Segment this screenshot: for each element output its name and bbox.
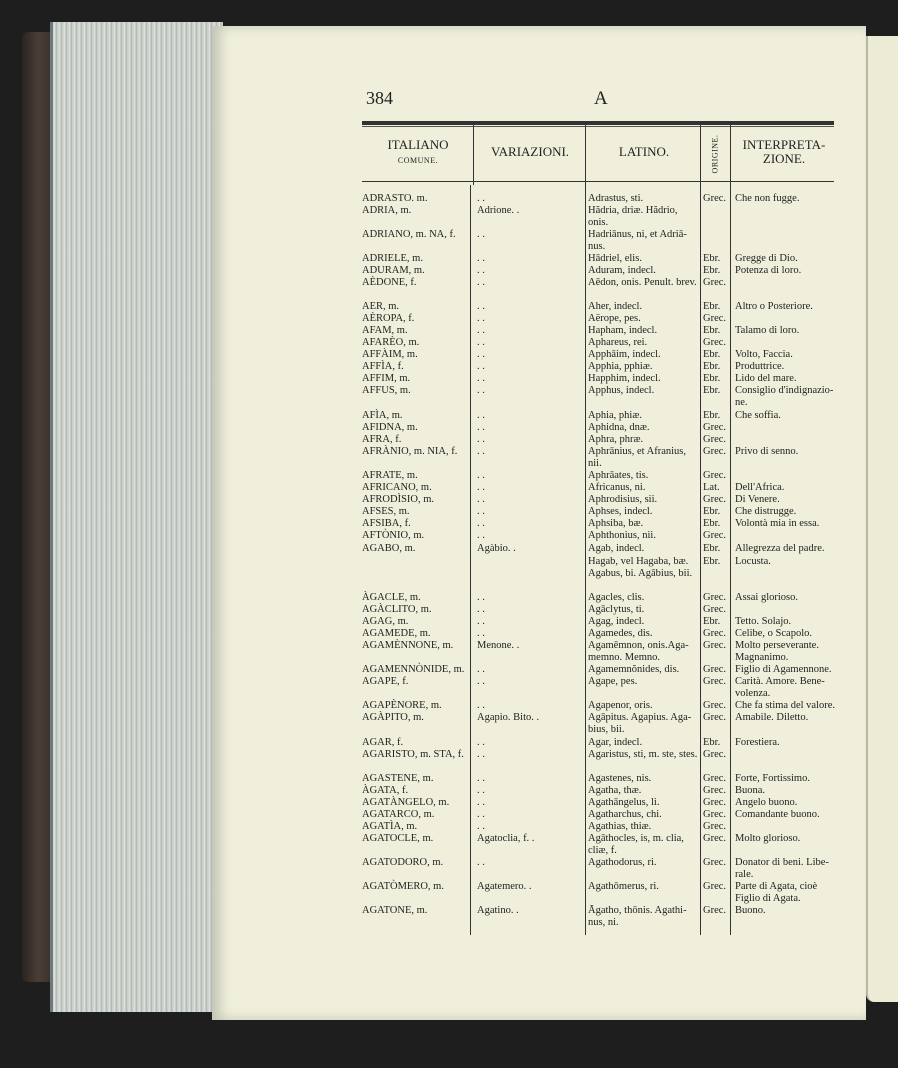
entry-interpretation: Produttrice. xyxy=(735,361,785,372)
entry-origin: Grec. xyxy=(703,470,727,481)
entry-variation: . . xyxy=(477,592,485,603)
entry-origin: Grec. xyxy=(703,434,727,445)
entry-latin: Agab, indecl. xyxy=(588,543,645,554)
entry-latin: Agathodorus, ri. xyxy=(588,857,657,868)
entry-origin: Ebr. xyxy=(703,616,721,627)
entry-variation: Agatino. . xyxy=(477,905,519,916)
entry-variation: . . xyxy=(477,385,485,396)
entry-italian: AGÀCLITO, m. xyxy=(362,604,432,615)
entry-latin: Agathōmerus, ri. xyxy=(588,881,659,892)
entry-origin: Lat. xyxy=(703,482,720,493)
entry-origin: Grec. xyxy=(703,857,727,868)
entry-interpretation: Lido del mare. xyxy=(735,373,797,384)
column-divider xyxy=(700,125,701,935)
entry-latin: Agaristus, sti, m. ste, stes. xyxy=(588,749,698,760)
header-variazioni: VARIAZIONI. xyxy=(490,144,570,159)
entry-interpretation: Assai glorioso. xyxy=(735,592,798,603)
entry-latin: Agar, indecl. xyxy=(588,737,643,748)
entry-italian: AGARISTO, m. STA, f. xyxy=(362,749,464,760)
entry-origin: Grec. xyxy=(703,628,727,639)
entry-latin: Apphus, indecl. xyxy=(588,385,655,396)
column-divider xyxy=(585,125,586,935)
header-comune-label: COMUNE. xyxy=(397,156,439,165)
entry-variation: . . xyxy=(477,604,485,615)
header-bottom-rule xyxy=(362,181,834,182)
entry-origin: Grec. xyxy=(703,277,727,288)
entry-origin: Grec. xyxy=(703,494,727,505)
entry-variation: . . xyxy=(477,446,485,457)
entry-variation: . . xyxy=(477,313,485,324)
entry-latin: Happhim, indecl. xyxy=(588,373,661,384)
entry-variation: Menone. . xyxy=(477,640,520,651)
entry-interpretation: Potenza di loro. xyxy=(735,265,802,276)
entry-origin: Grec. xyxy=(703,422,727,433)
entry-latin: Agāthocles, is, m. clia, cliæ, f. xyxy=(588,833,684,856)
entry-interpretation: Molto glorioso. xyxy=(735,833,801,844)
entry-italian: AGAPÈNORE, m. xyxy=(362,700,442,711)
entry-latin: Aphra, phræ. xyxy=(588,434,644,445)
section-letter: A xyxy=(594,88,608,109)
entry-latin: Agabus, bi. Agābius, bii. xyxy=(588,568,693,579)
entry-italian: AFÌA, m. xyxy=(362,410,403,421)
entry-interpretation: Figlio di Agamennone. xyxy=(735,664,832,675)
entry-variation: . . xyxy=(477,301,485,312)
entry-variation: . . xyxy=(477,337,485,348)
entry-italian: ADRIANO, m. NA, f. xyxy=(362,229,456,240)
entry-latin: Africanus, ni. xyxy=(588,482,646,493)
entry-origin: Grec. xyxy=(703,833,727,844)
entry-italian: AGÀPITO, m. xyxy=(362,712,424,723)
entry-italian: AFARÈO, m. xyxy=(362,337,420,348)
entry-italian: ADRIA, m. xyxy=(362,205,412,216)
entry-variation: Adrione. . xyxy=(477,205,520,216)
entry-interpretation: Volto, Faccia. xyxy=(735,349,793,360)
entry-interpretation: Dell'Africa. xyxy=(735,482,785,493)
entry-variation: . . xyxy=(477,325,485,336)
entry-latin: Aphrānius, et Afranius, nii. xyxy=(588,446,686,469)
entry-italian: AFIDNA, m. xyxy=(362,422,418,433)
entry-italian: AÈROPA, f. xyxy=(362,313,415,324)
entry-variation: . . xyxy=(477,785,485,796)
entry-origin: Grec. xyxy=(703,446,727,457)
entry-italian: AGATODORO, m. xyxy=(362,857,444,868)
entry-variation: . . xyxy=(477,470,485,481)
entry-interpretation: Locusta. xyxy=(735,556,771,567)
entry-variation: . . xyxy=(477,700,485,711)
entry-origin: Grec. xyxy=(703,881,727,892)
entry-origin: Ebr. xyxy=(703,385,721,396)
entry-italian: ADURAM, m. xyxy=(362,265,425,276)
entry-variation: . . xyxy=(477,361,485,372)
entry-variation: . . xyxy=(477,434,485,445)
entry-italian: AFFÀIM, m. xyxy=(362,349,418,360)
entry-italian: AGATÌA, m. xyxy=(362,821,418,832)
entry-latin: Āgatho, thōnis. Agathi-nus, ni. xyxy=(588,905,687,928)
entry-latin: Agapenor, oris. xyxy=(588,700,653,711)
header-italiano-label: ITALIANO xyxy=(387,137,449,152)
entry-italian: AÈDONE, f. xyxy=(362,277,417,288)
entry-interpretation: Che distrugge. xyxy=(735,506,797,517)
entry-italian: AGATONE, m. xyxy=(362,905,428,916)
entry-italian: AFFUS, m. xyxy=(362,385,411,396)
entry-latin: Agatharchus, chi. xyxy=(588,809,662,820)
entry-italian: AGAG, m. xyxy=(362,616,409,627)
entry-interpretation: Molto perseverante. Magnanimo. xyxy=(735,640,819,663)
entry-variation: Agatoclia, f. . xyxy=(477,833,535,844)
entry-italian: AGAMEDE, m. xyxy=(362,628,431,639)
entry-latin: Aërope, pes. xyxy=(588,313,641,324)
entry-variation: . . xyxy=(477,773,485,784)
entry-variation: . . xyxy=(477,506,485,517)
entry-interpretation: Altro o Posteriore. xyxy=(735,301,813,312)
entry-origin: Grec. xyxy=(703,604,727,615)
entry-interpretation: Buona. xyxy=(735,785,766,796)
entry-origin: Ebr. xyxy=(703,518,721,529)
entry-origin: Ebr. xyxy=(703,506,721,517)
entry-origin: Ebr. xyxy=(703,737,721,748)
entry-variation: . . xyxy=(477,229,485,240)
header-origine xyxy=(703,130,727,178)
entry-origin: Grec. xyxy=(703,700,727,711)
entry-origin: Grec. xyxy=(703,797,727,808)
column-divider xyxy=(473,125,474,185)
page-number: 384 xyxy=(366,88,393,108)
entry-italian: AER, m. xyxy=(362,301,400,312)
entry-origin: Grec. xyxy=(703,664,727,675)
entry-origin: Ebr. xyxy=(703,253,721,264)
entry-italian: ADRASTO. m. xyxy=(362,193,428,204)
entry-variation: . . xyxy=(477,628,485,639)
entry-origin: Grec. xyxy=(703,592,727,603)
entry-variation: . . xyxy=(477,494,485,505)
entry-latin: Aphsiba, bæ. xyxy=(588,518,644,529)
entry-variation: . . xyxy=(477,857,485,868)
entry-italian: AGATÀNGELO, m. xyxy=(362,797,450,808)
header-italiano xyxy=(370,138,466,168)
entry-latin: Agathias, thiæ. xyxy=(588,821,652,832)
entry-italian: AGAMÈNNONE, m. xyxy=(362,640,454,651)
header-interpretazione: INTERPRETA- ZIONE. xyxy=(742,137,826,166)
entry-latin: Agamedes, dis. xyxy=(588,628,653,639)
entry-origin: Grec. xyxy=(703,712,727,723)
entry-origin: Grec. xyxy=(703,313,727,324)
entry-variation: . . xyxy=(477,518,485,529)
entry-variation: . . xyxy=(477,422,485,433)
entry-interpretation: Angelo buono. xyxy=(735,797,798,808)
entry-italian: AGATÒMERO, m. xyxy=(362,881,444,892)
entry-latin: Agag, indecl. xyxy=(588,616,645,627)
facing-page-edge xyxy=(866,36,898,1002)
entry-latin: Agacles, clis. xyxy=(588,592,645,603)
entry-interpretation: Buono. xyxy=(735,905,766,916)
entry-latin: Aphidna, dnæ. xyxy=(588,422,650,433)
entry-variation: . . xyxy=(477,253,485,264)
entry-latin: Aphrodisius, sii. xyxy=(588,494,658,505)
entry-origin: Grec. xyxy=(703,905,727,916)
entry-latin: Hagab, vel Hagaba, bæ. xyxy=(588,556,689,567)
entry-origin: Ebr. xyxy=(703,543,721,554)
entry-interpretation: Celibe, o Scapolo. xyxy=(735,628,812,639)
entry-italian: ÀGATA, f. xyxy=(362,785,409,796)
entry-interpretation: Che non fugge. xyxy=(735,193,800,204)
entry-variation: . . xyxy=(477,410,485,421)
entry-origin: Grec. xyxy=(703,809,727,820)
entry-variation: . . xyxy=(477,664,485,675)
entry-latin: Aher, indecl. xyxy=(588,301,643,312)
entry-interpretation: Volontà mia in essa. xyxy=(735,518,820,529)
entry-italian: AFFIM, m. xyxy=(362,373,411,384)
entry-variation: . . xyxy=(477,482,485,493)
entry-latin: Aphia, phiæ. xyxy=(588,410,642,421)
entry-interpretation: Donator di beni. Libe-rale. xyxy=(735,857,829,880)
entry-variation: Agatemero. . xyxy=(477,881,532,892)
entry-interpretation: Allegrezza del padre. xyxy=(735,543,825,554)
entry-interpretation: Parte di Agata, cioè Figlio di Agata. xyxy=(735,881,818,904)
entry-interpretation: Comandante buono. xyxy=(735,809,820,820)
entry-origin: Ebr. xyxy=(703,361,721,372)
entry-interpretation: Che fa stima del valore. xyxy=(735,700,836,711)
entry-latin: Agastenes, nis. xyxy=(588,773,652,784)
entry-variation: . . xyxy=(477,676,485,687)
entry-variation: . . xyxy=(477,749,485,760)
header-latino: LATINO. xyxy=(618,144,670,159)
entry-italian: AFRATE, m. xyxy=(362,470,418,481)
entry-italian: ÀGACLE, m. xyxy=(362,592,421,603)
entry-origin: Ebr. xyxy=(703,265,721,276)
entry-italian: AFTÒNIO, m. xyxy=(362,530,425,541)
entry-origin: Grec. xyxy=(703,640,727,651)
entry-italian: AGABO, m. xyxy=(362,543,416,554)
entry-origin: Ebr. xyxy=(703,301,721,312)
entry-origin: Ebr. xyxy=(703,349,721,360)
entry-italian: ADRIELE, m. xyxy=(362,253,423,264)
entry-origin: Grec. xyxy=(703,821,727,832)
entry-italian: AGATARCO, m. xyxy=(362,809,435,820)
entry-origin: Grec. xyxy=(703,785,727,796)
entry-latin: Agathāngelus, li. xyxy=(588,797,660,808)
entry-latin: Agamēmnon, onis.Aga-memno. Memno. xyxy=(588,640,689,663)
entry-italian: AFSIBA, f. xyxy=(362,518,411,529)
entry-variation: . . xyxy=(477,277,485,288)
entry-origin: Grec. xyxy=(703,749,727,760)
entry-variation: . . xyxy=(477,530,485,541)
entry-origin: Ebr. xyxy=(703,325,721,336)
entry-interpretation: Talamo di loro. xyxy=(735,325,800,336)
entry-variation: . . xyxy=(477,265,485,276)
entry-origin: Grec. xyxy=(703,676,727,687)
entry-interpretation: Carità. Amore. Bene-volenza. xyxy=(735,676,825,699)
entry-latin: Hădria, driæ. Hădrio, onis. xyxy=(588,205,678,228)
entry-latin: Adrastus, sti. xyxy=(588,193,644,204)
entry-latin: Agāpitus. Agapius. Aga-bius, bii. xyxy=(588,712,692,735)
entry-interpretation: Tetto. Solajo. xyxy=(735,616,792,627)
entry-latin: Agatha, thæ. xyxy=(588,785,642,796)
entry-italian: AGAR, f. xyxy=(362,737,404,748)
entry-interpretation: Amabile. Diletto. xyxy=(735,712,809,723)
entry-variation: . . xyxy=(477,373,485,384)
entry-origin: Ebr. xyxy=(703,410,721,421)
entry-variation: . . xyxy=(477,349,485,360)
entry-interpretation: Di Venere. xyxy=(735,494,780,505)
entry-variation: . . xyxy=(477,809,485,820)
header-rule-thin xyxy=(362,126,834,127)
entry-latin: Aphrāates, tis. xyxy=(588,470,649,481)
entry-latin: Aphareus, rei. xyxy=(588,337,648,348)
entry-latin: Hadriānus, ni, et Adriā-nus. xyxy=(588,229,687,252)
header-origine-label: ORIGINE. xyxy=(710,134,720,174)
entry-interpretation: Forestiera. xyxy=(735,737,780,748)
entry-variation: . . xyxy=(477,616,485,627)
entry-latin: Apphāim, indecl. xyxy=(588,349,661,360)
entry-latin: Agamemnŏnides, dis. xyxy=(588,664,680,675)
entry-origin: Grec. xyxy=(703,337,727,348)
entry-italian: AFFÌA, f. xyxy=(362,361,404,372)
entry-interpretation: Gregge di Dio. xyxy=(735,253,798,264)
entry-interpretation: Privo di senno. xyxy=(735,446,799,457)
entry-latin: Apphia, pphiæ. xyxy=(588,361,653,372)
entry-latin: Aēdon, onis. Penult. brev. xyxy=(588,277,697,288)
entry-latin: Aphses, indecl. xyxy=(588,506,653,517)
entry-latin: Agape, pes. xyxy=(588,676,638,687)
entry-italian: AGAPE, f. xyxy=(362,676,409,687)
entry-variation: Agàbio. . xyxy=(477,543,516,554)
entry-latin: Hapham, indecl. xyxy=(588,325,658,336)
entry-origin: Grec. xyxy=(703,773,727,784)
entry-variation: . . xyxy=(477,821,485,832)
entry-origin: Ebr. xyxy=(703,373,721,384)
entry-latin: Hādriel, elis. xyxy=(588,253,642,264)
entry-italian: AFRODÌSIO, m. xyxy=(362,494,435,505)
entry-interpretation: Che soffia. xyxy=(735,410,781,421)
entry-latin: Agāclytus, ti. xyxy=(588,604,645,615)
entry-origin: Grec. xyxy=(703,193,727,204)
entry-italian: AFRA, f. xyxy=(362,434,402,445)
entry-interpretation: Consiglio d'indignazio-ne. xyxy=(735,385,834,408)
header-rule xyxy=(362,121,834,125)
entry-origin: Grec. xyxy=(703,530,727,541)
entry-origin: Ebr. xyxy=(703,556,721,567)
entry-italian: AFAM, m. xyxy=(362,325,408,336)
entry-italian: AGASTENE, m. xyxy=(362,773,434,784)
entry-latin: Aduram, indecl. xyxy=(588,265,656,276)
entry-variation: . . xyxy=(477,193,485,204)
entry-italian: AFRÀNIO, m. NIA, f. xyxy=(362,446,458,457)
entry-italian: AFRICANO, m. xyxy=(362,482,432,493)
entry-variation: . . xyxy=(477,797,485,808)
entry-variation: . . xyxy=(477,737,485,748)
page-edges xyxy=(50,22,223,1012)
entry-latin: Aphthonius, nii. xyxy=(588,530,656,541)
entry-interpretation: Forte, Fortissimo. xyxy=(735,773,810,784)
entry-italian: AGATOCLE, m. xyxy=(362,833,434,844)
entry-italian: AGAMENNÒNIDE, m. xyxy=(362,664,465,675)
entry-variation: Agapio. Bito. . xyxy=(477,712,540,723)
entry-italian: AFSES, m. xyxy=(362,506,410,517)
